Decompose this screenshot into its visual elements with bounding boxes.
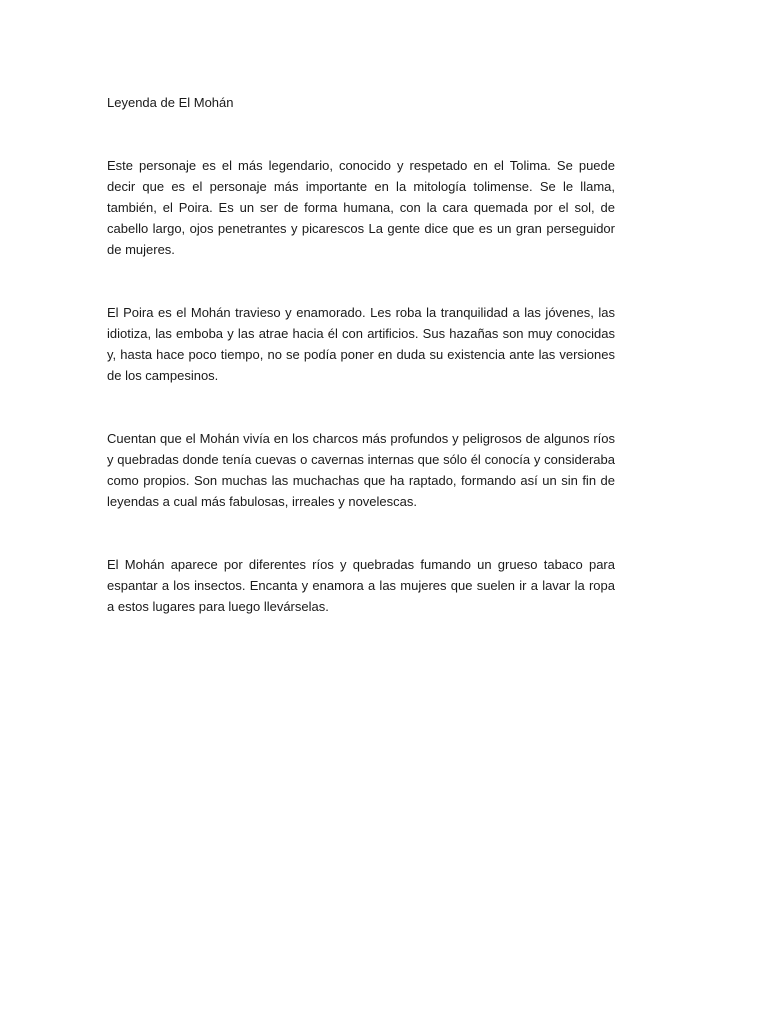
document-title: Leyenda de El Mohán	[107, 95, 234, 110]
paragraph-3: Cuentan que el Mohán vivía en los charcos más profundos y peligrosos de algunos ríos y quebradas donde tenía cuevas o cavernas internas que sólo él conocía y consideraba como propios. Son muchas las muchachas que ha raptado, formando así un sin fin de leyendas a cual más fabulosas, irreales y novelescas.	[107, 431, 615, 509]
document-body	[107, 92, 615, 617]
spacer	[107, 386, 615, 428]
paragraph-2: El Poira es el Mohán travieso y enamorado. Les roba la tranquilidad a las jóvenes, las idiotiza, las emboba y las atrae hacia él con artificios. Sus hazañas son muy conocidas y, hasta hace poco tiempo, no se podía poner en duda su existencia ante las versiones de los campesinos.	[107, 305, 615, 383]
spacer	[107, 512, 615, 554]
spacer	[107, 113, 615, 155]
paragraph-4: El Mohán aparece por diferentes ríos y quebradas fumando un grueso tabaco para espantar a los insectos. Encanta y enamora a las mujeres que suelen ir a lavar la ropa a estos lugares para luego llevárselas.	[107, 557, 615, 614]
paragraph-1: Este personaje es el más legendario, conocido y respetado en el Tolima. Se puede decir que es el personaje más importante en la mitología tolimense. Se le llama, también, el Poira. Es un ser de forma humana, con la cara quemada por el sol, de cabello largo, ojos penetrantes y picarescos La gente dice que es un gran perseguidor de mujeres.	[107, 158, 615, 257]
spacer	[107, 260, 615, 302]
